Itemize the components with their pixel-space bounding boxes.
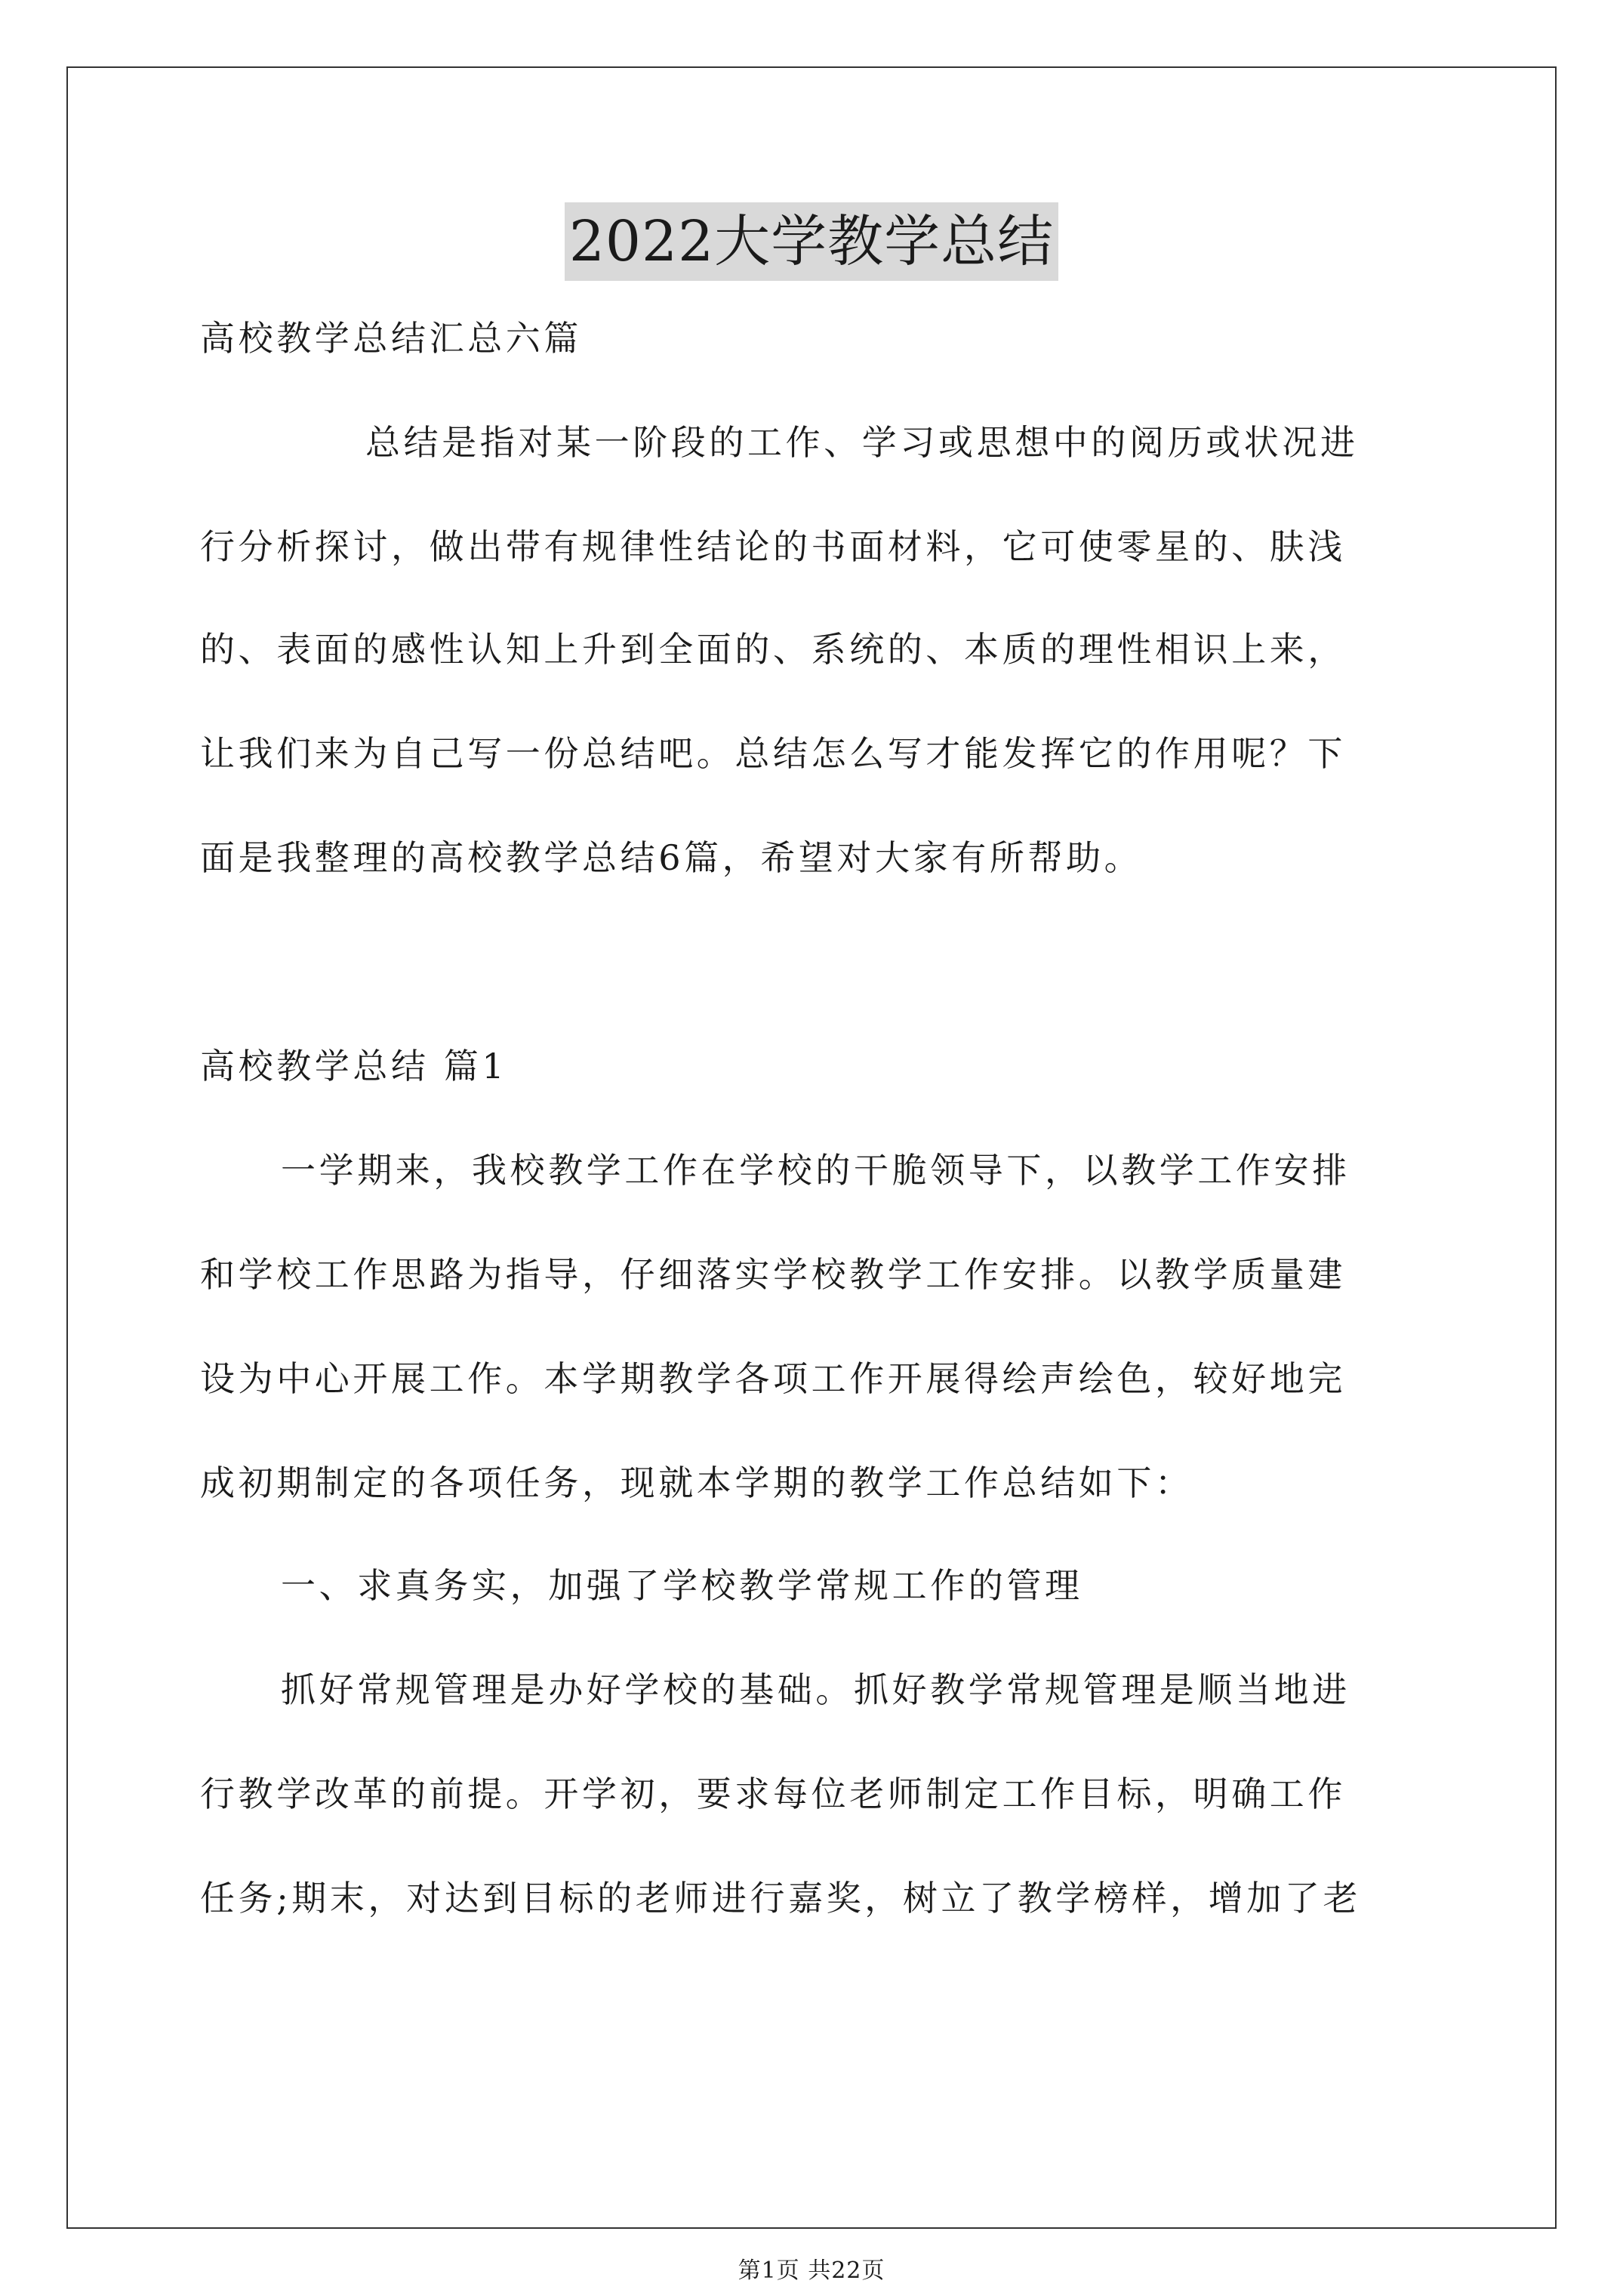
para2-line-1: 抓好常规管理是办好学校的基础。抓好教学常规管理是顺当地进 (281, 1669, 1350, 1710)
section-line-1: 一学期来，我校教学工作在学校的干脆领导下，以教学工作安排 (281, 1150, 1350, 1191)
intro-line-5: 面是我整理的高校教学总结6篇，希望对大家有所帮助。 (200, 837, 1143, 878)
intro-line-4: 让我们来为自己写一份总结吧。总结怎么写才能发挥它的作用呢？下 (200, 733, 1346, 774)
page-footer: 第1页 共22页 (738, 2257, 885, 2284)
intro-line-1: 总结是指对某一阶段的工作、学习或思想中的阅历或状况进 (365, 422, 1359, 463)
title-container (0, 202, 1623, 281)
intro-line-3: 的、表面的感性认知上升到全面的、系统的、本质的理性相识上来， (200, 629, 1346, 670)
section-line-2: 和学校工作思路为指导，仔细落实学校教学工作安排。以教学质量建 (200, 1254, 1346, 1295)
section-heading: 高校教学总结 篇1 (200, 1046, 508, 1086)
intro-line-2: 行分析探讨，做出带有规律性结论的书面材料，它可使零星的、肤浅 (200, 526, 1346, 567)
document-title: 2022大学教学总结 (565, 202, 1058, 281)
para2-line-2: 行教学改革的前提。开学初，要求每位老师制定工作目标，明确工作 (200, 1774, 1346, 1814)
subheading: 一、求真务实，加强了学校教学常规工作的管理 (281, 1565, 1083, 1606)
para2-line-3: 任务;期末，对达到目标的老师进行嘉奖，树立了教学榜样，增加了老 (200, 1878, 1362, 1918)
section-line-4: 成初期制定的各项任务，现就本学期的教学工作总结如下： (200, 1462, 1193, 1503)
section-line-3: 设为中心开展工作。本学期教学各项工作开展得绘声绘色，较好地完 (200, 1358, 1346, 1399)
document-subtitle: 高校教学总结汇总六篇 (200, 318, 582, 359)
